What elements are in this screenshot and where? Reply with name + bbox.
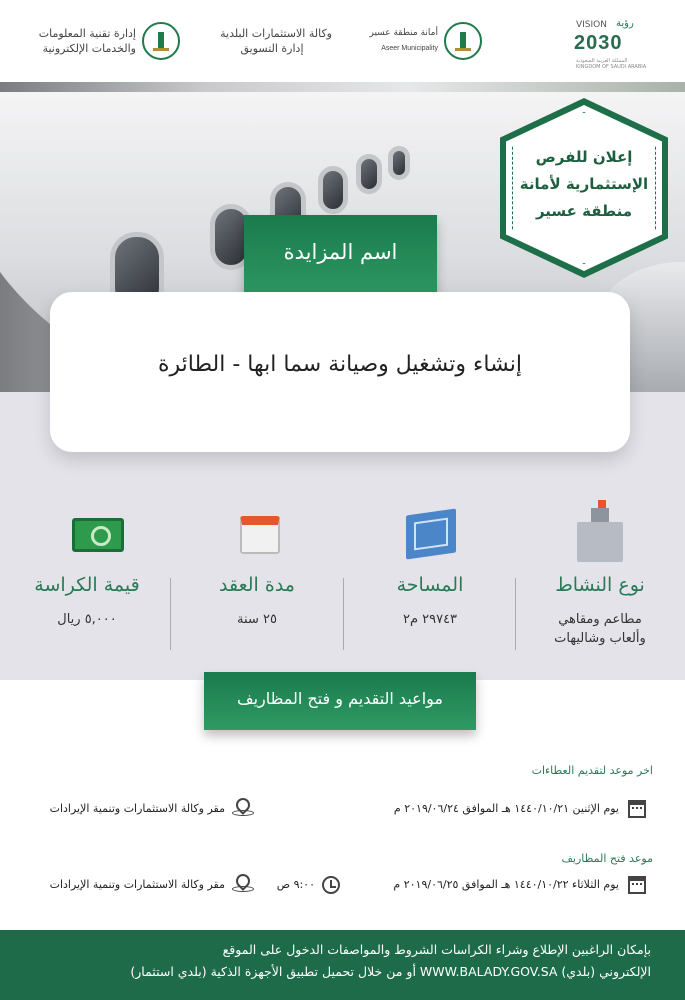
details-row <box>0 500 685 680</box>
detail-title: قيمة الكراسة <box>34 574 140 596</box>
footer <box>0 930 685 1000</box>
aircraft-window <box>388 146 410 180</box>
location-pin-base <box>232 886 254 892</box>
deadline-date: يوم الإثنين ١٤٤٠/١٠/٢١ هـ الموافق ٢٠١٩/٠٦/٢٤ م <box>393 802 619 815</box>
municipality-ar: أمانة منطقة عسير <box>369 28 438 38</box>
detail-value: ٢٩٧٤٣ م٢ <box>402 612 458 627</box>
auction-name: إنشاء وتشغيل وصيانة سما ابها - الطائرة <box>158 352 522 377</box>
vision-word: VISION <box>576 20 607 30</box>
vision-subtitle: المملكة العربية السعودية KINGDOM OF SAUDI ARABIA <box>576 58 647 70</box>
footer-line-2: الإلكتروني (بلدي) WWW.BALADY.GOV.SA أو من خلال تحميل تطبيق الأجهزة الذكية (بلدي استثمار) <box>130 964 651 979</box>
detail-booklet-price <box>2 500 172 660</box>
opening-location: مقر وكالة الاستثمارات وتنمية الإيرادات <box>49 878 225 891</box>
detail-title: نوع النشاط <box>555 574 645 596</box>
detail-value: ٢٥ سنة <box>237 612 277 627</box>
it-department-text: إدارة تقنية المعلومات والخدمات الإلكترونية <box>38 27 136 55</box>
badge-text <box>510 144 658 225</box>
municipality-emblem-icon <box>444 22 482 60</box>
opening-label: موعد فتح المظاريف <box>561 852 653 865</box>
detail-title: مدة العقد <box>219 574 295 596</box>
calendar-icon <box>628 800 646 818</box>
location-pin-base <box>232 810 254 816</box>
deadline-label: اخر موعد لتقديم العطاءات <box>531 764 653 777</box>
detail-contract-duration <box>172 500 342 660</box>
it-department-logo <box>36 18 180 64</box>
detail-divider <box>343 578 344 650</box>
agency-text: وكالة الاستثمارات البلدية <box>220 27 332 40</box>
badge-line-2: الإستثمارية لأمانة <box>519 175 649 193</box>
detail-activity-type <box>515 500 685 660</box>
aircraft-window <box>318 166 348 214</box>
badge-line-1: إعلان للفرص <box>535 148 633 166</box>
detail-title: المساحة <box>396 574 464 596</box>
vision-year: 2030 <box>574 32 623 54</box>
opening-date: يوم الثلاثاء ١٤٤٠/١٠/٢٢ هـ الموافق ٢٠١٩/٠٦/٢٥ م <box>393 878 619 891</box>
deadline-location: مقر وكالة الاستثمارات وتنمية الإيرادات <box>49 802 225 815</box>
footer-line-1: بإمكان الراغبين الإطلاع وشراء الكراسات الشروط والمواصفات الدخول على الموقع <box>222 942 651 957</box>
marketing-text: إدارة التسويق <box>240 42 304 55</box>
detail-divider <box>515 578 516 650</box>
investment-agency-logo <box>212 18 332 64</box>
detail-area <box>345 500 515 660</box>
badge-line-3: منطقة عسير <box>535 202 633 220</box>
vision-arabic: رؤية <box>616 18 634 29</box>
municipality-en: Aseer Municipality <box>381 45 438 52</box>
aircraft-window <box>356 154 382 194</box>
header <box>0 0 685 82</box>
municipality-names <box>368 26 438 56</box>
detail-value: مطاعم ومقاهي وألعاب وشاليهات <box>554 612 646 646</box>
vision-2030-logo <box>570 16 650 68</box>
auction-label-tab: اسم المزايدة <box>244 215 437 303</box>
opening-time: ٩:٠٠ ص <box>276 878 315 891</box>
announcement-badge <box>500 98 668 278</box>
auction-name-card <box>50 292 630 452</box>
aseer-municipality-logo <box>368 18 482 64</box>
schedule-heading-tab: مواعيد التقديم و فتح المظاريف <box>204 672 476 730</box>
detail-value: ٥,٠٠٠ ريال <box>57 612 117 627</box>
calendar-icon <box>628 876 646 894</box>
ministry-emblem-icon <box>142 22 180 60</box>
clock-icon <box>322 876 340 894</box>
